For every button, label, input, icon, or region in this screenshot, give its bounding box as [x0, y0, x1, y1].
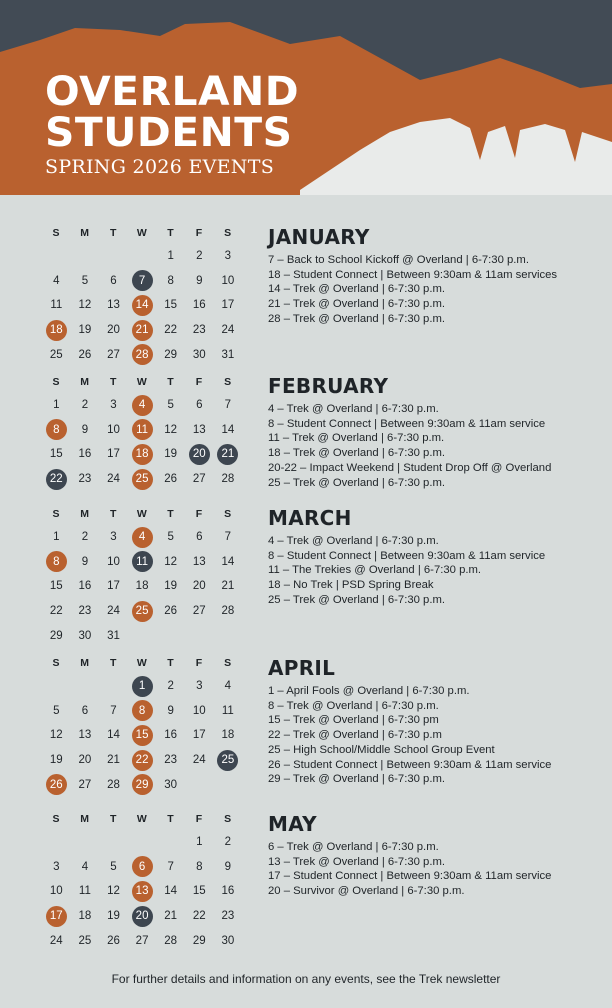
footer-note: For further details and information on any events, see the Trek newsletter [111, 972, 501, 986]
event-item: 15 – Trek @ Overland | 6-7:30 pm [268, 714, 439, 727]
day-cell-april-25: 25 [214, 748, 243, 773]
day-cell-april-5: 5 [53, 704, 60, 717]
weekday-label: M [80, 376, 90, 388]
day-cell-february-13: 13 [192, 423, 206, 436]
weekday-label: F [195, 227, 203, 239]
day-cell-january-27: 27 [107, 348, 120, 361]
events-february [268, 374, 598, 490]
title-line-2: STUDENTS [45, 110, 293, 156]
day-cell-march-27: 27 [192, 605, 206, 618]
day-cell-march-10: 10 [107, 555, 120, 568]
events-april [268, 656, 598, 787]
day-cell-january-17: 17 [221, 299, 235, 312]
day-cell-march-29: 29 [49, 629, 63, 642]
day-cell-january-28: 28 [128, 342, 157, 367]
day-cell-february-11: 11 [128, 418, 157, 443]
day-cell-february-19: 19 [164, 448, 178, 461]
event-item: 8 – Student Connect | Between 9:30am & 11am service [268, 417, 546, 430]
weekday-label: S [52, 657, 61, 669]
day-cell-march-17: 17 [107, 580, 120, 593]
weekday-label: W [136, 813, 148, 825]
day-cell-march-1: 1 [53, 531, 60, 544]
event-item: 29 – Trek @ Overland | 6-7:30 p.m. [268, 773, 446, 786]
day-cell-march-2: 2 [81, 531, 89, 544]
event-item: 13 – Trek @ Overland | 6-7:30 p.m. [268, 855, 446, 868]
day-cell-february-21: 21 [214, 442, 243, 467]
event-item: 8 – Trek @ Overland | 6-7:30 p.m. [268, 699, 439, 712]
weekday-label: S [52, 813, 61, 825]
day-cell-february-8: 8 [42, 418, 71, 443]
day-cell-march-31: 31 [107, 629, 120, 642]
day-cell-february-28: 28 [221, 473, 235, 486]
day-cell-february-15: 15 [49, 448, 63, 461]
day-cell-january-31: 31 [221, 348, 235, 361]
weekday-label: S [224, 376, 232, 388]
day-cell-january-26: 26 [78, 348, 92, 361]
calendar-march [42, 503, 242, 648]
event-item: 18 – Trek @ Overland | 6-7:30 p.m. [268, 447, 446, 460]
weekday-label: M [80, 227, 90, 239]
weekday-label: T [167, 376, 175, 388]
weekday-label: M [80, 657, 90, 669]
day-cell-april-1: 1 [128, 674, 157, 699]
day-cell-february-27: 27 [192, 473, 206, 486]
day-cell-march-11: 11 [128, 550, 157, 575]
day-cell-january-12: 12 [78, 299, 92, 312]
day-cell-march-6: 6 [196, 531, 203, 544]
event-item: 11 – Trek @ Overland | 6-7:30 p.m. [268, 432, 445, 445]
weekday-label: M [80, 508, 90, 520]
month-heading: APRIL [268, 656, 336, 680]
day-cell-march-16: 16 [78, 580, 92, 593]
weekday-label: T [110, 227, 117, 239]
day-cell-february-2: 2 [81, 399, 89, 412]
day-cell-march-24: 24 [107, 605, 120, 618]
day-cell-march-30: 30 [78, 629, 92, 642]
weekday-label: W [136, 227, 148, 239]
day-cell-february-20: 20 [185, 442, 214, 467]
weekday-label: S [52, 227, 61, 239]
day-cell-february-23: 23 [78, 473, 92, 486]
weekday-label: F [195, 813, 203, 825]
day-cell-march-28: 28 [221, 605, 235, 618]
empty-day-cell [71, 244, 100, 269]
day-cell-january-9: 9 [196, 274, 203, 287]
event-item: 21 – Trek @ Overland | 6-7:30 p.m. [268, 298, 446, 311]
event-item: 6 – Trek @ Overland | 6-7:30 p.m. [268, 841, 439, 853]
events-march [268, 506, 598, 608]
day-cell-january-21: 21 [128, 318, 157, 343]
event-item: 20 – Survivor @ Overland | 6-7:30 p.m. [268, 885, 465, 898]
day-cell-april-4: 4 [224, 680, 232, 693]
day-cell-april-21: 21 [107, 754, 120, 767]
day-cell-january-13: 13 [107, 299, 120, 312]
day-cell-may-30: 30 [221, 934, 235, 947]
day-cell-may-24: 24 [49, 934, 63, 947]
day-cell-may-13: 13 [128, 879, 157, 904]
calendar-january [42, 222, 242, 367]
day-cell-may-14: 14 [164, 885, 178, 898]
weekday-label: T [167, 227, 175, 239]
event-item: 22 – Trek @ Overland | 6-7:30 p.m [268, 729, 442, 742]
day-cell-march-4: 4 [128, 525, 157, 550]
weekday-label: S [52, 376, 61, 388]
day-cell-march-15: 15 [49, 580, 63, 593]
event-item: 25 – Trek @ Overland | 6-7:30 p.m. [268, 476, 446, 489]
weekday-label: T [167, 508, 175, 520]
day-cell-february-5: 5 [167, 399, 174, 412]
empty-day-cell [128, 830, 157, 855]
day-cell-january-14: 14 [128, 293, 157, 318]
day-cell-may-21: 21 [164, 910, 178, 923]
day-cell-may-27: 27 [135, 934, 149, 947]
day-cell-march-19: 19 [164, 580, 178, 593]
day-cell-april-27: 27 [78, 778, 92, 791]
empty-day-cell [42, 830, 71, 855]
day-cell-april-19: 19 [49, 754, 63, 767]
month-heading: FEBRUARY [268, 374, 389, 398]
day-cell-march-5: 5 [167, 531, 174, 544]
weekday-label: S [224, 227, 232, 239]
weekday-label: T [110, 813, 117, 825]
event-item: 7 – Back to School Kickoff @ Overland | 6-7:30 p.m. [268, 254, 529, 266]
title-line-1: OVERLAND [45, 69, 300, 115]
calendar-february [42, 371, 242, 491]
day-cell-april-30: 30 [164, 778, 178, 791]
day-cell-may-4: 4 [81, 860, 89, 873]
day-cell-march-7: 7 [224, 531, 232, 544]
weekday-label: M [80, 813, 90, 825]
weekday-label: S [224, 813, 232, 825]
weekday-label: W [136, 376, 148, 388]
day-cell-april-6: 6 [81, 704, 89, 717]
day-cell-april-16: 16 [164, 729, 178, 742]
weekday-label: F [195, 508, 203, 520]
day-cell-may-15: 15 [192, 885, 206, 898]
day-cell-april-26: 26 [42, 772, 71, 797]
day-cell-february-26: 26 [164, 473, 178, 486]
weekday-label: T [110, 657, 117, 669]
day-cell-may-1: 1 [196, 836, 203, 849]
day-cell-may-6: 6 [128, 855, 157, 880]
weekday-label: T [110, 376, 117, 388]
weekday-label: F [195, 376, 203, 388]
day-cell-january-20: 20 [107, 324, 120, 337]
day-cell-april-15: 15 [128, 723, 157, 748]
day-cell-april-24: 24 [192, 754, 206, 767]
day-cell-march-26: 26 [164, 605, 178, 618]
day-cell-january-25: 25 [49, 348, 63, 361]
day-cell-january-7: 7 [128, 269, 157, 294]
day-cell-january-23: 23 [192, 324, 206, 337]
day-cell-january-15: 15 [164, 299, 178, 312]
day-cell-april-20: 20 [78, 754, 92, 767]
day-cell-january-8: 8 [167, 274, 174, 287]
weekday-label: F [195, 657, 203, 669]
day-cell-may-2: 2 [224, 836, 232, 849]
day-cell-april-28: 28 [107, 778, 120, 791]
day-cell-february-22: 22 [42, 467, 71, 492]
day-cell-january-10: 10 [221, 274, 235, 287]
day-cell-may-23: 23 [221, 910, 235, 923]
day-cell-march-12: 12 [164, 555, 178, 568]
day-cell-april-14: 14 [107, 729, 120, 742]
empty-day-cell [99, 830, 128, 855]
day-cell-april-8: 8 [128, 699, 157, 724]
weekday-label: T [167, 813, 175, 825]
empty-day-cell [42, 674, 71, 699]
day-cell-april-10: 10 [192, 704, 206, 717]
day-cell-april-13: 13 [78, 729, 92, 742]
weekday-label: S [52, 508, 61, 520]
day-cell-may-17: 17 [42, 904, 71, 929]
day-cell-april-3: 3 [196, 680, 203, 693]
day-cell-february-12: 12 [164, 423, 178, 436]
day-cell-april-18: 18 [221, 729, 235, 742]
empty-day-cell [71, 674, 100, 699]
day-cell-may-16: 16 [221, 885, 235, 898]
day-cell-february-9: 9 [81, 423, 89, 436]
day-cell-may-5: 5 [110, 860, 117, 873]
event-item: 25 – Trek @ Overland | 6-7:30 p.m. [268, 593, 446, 606]
day-cell-april-11: 11 [221, 704, 234, 717]
events-january [268, 225, 598, 327]
day-cell-february-17: 17 [107, 448, 120, 461]
empty-day-cell [99, 244, 128, 269]
month-heading: MARCH [268, 506, 352, 530]
day-cell-may-7: 7 [167, 860, 174, 873]
event-item: 25 – High School/Middle School Group Event [268, 743, 495, 756]
day-cell-march-23: 23 [78, 605, 92, 618]
day-cell-may-28: 28 [164, 934, 178, 947]
day-cell-march-3: 3 [110, 531, 117, 544]
weekday-label: W [136, 657, 148, 669]
event-item: 4 – Trek @ Overland | 6-7:30 p.m. [268, 403, 439, 415]
day-cell-march-22: 22 [49, 605, 63, 618]
empty-day-cell [156, 830, 185, 855]
event-item: 14 – Trek @ Overland | 6-7:30 p.m. [268, 283, 446, 296]
day-cell-january-24: 24 [221, 324, 235, 337]
day-cell-april-17: 17 [192, 729, 206, 742]
day-cell-january-1: 1 [167, 250, 174, 263]
day-cell-january-5: 5 [81, 274, 89, 287]
day-cell-may-22: 22 [192, 910, 206, 923]
weekday-label: S [224, 508, 232, 520]
day-cell-may-12: 12 [107, 885, 120, 898]
day-cell-march-20: 20 [192, 580, 206, 593]
event-item: 8 – Student Connect | Between 9:30am & 11am service [268, 549, 546, 562]
day-cell-april-23: 23 [164, 754, 178, 767]
event-item: 20-22 – Impact Weekend | Student Drop Off @ Overland [268, 461, 552, 474]
day-cell-may-26: 26 [107, 934, 120, 947]
calendar-april [42, 652, 242, 797]
empty-day-cell [71, 830, 100, 855]
event-item: 17 – Student Connect | Between 9:30am & 11am service [268, 870, 552, 883]
day-cell-february-7: 7 [224, 399, 232, 412]
day-cell-february-1: 1 [53, 399, 60, 412]
events-may [268, 812, 598, 899]
weekday-label: T [167, 657, 175, 669]
day-cell-march-14: 14 [221, 555, 235, 568]
event-item: 1 – April Fools @ Overland | 6-7:30 p.m. [268, 685, 470, 697]
day-cell-february-3: 3 [110, 399, 117, 412]
day-cell-february-16: 16 [78, 448, 92, 461]
empty-day-cell [128, 244, 157, 269]
day-cell-may-3: 3 [53, 860, 60, 873]
weekday-label: S [224, 657, 232, 669]
month-heading: JANUARY [268, 225, 370, 249]
weekday-label: W [136, 508, 148, 520]
day-cell-february-10: 10 [107, 423, 120, 436]
day-cell-april-29: 29 [128, 772, 157, 797]
day-cell-may-8: 8 [196, 860, 203, 873]
day-cell-may-9: 9 [224, 860, 232, 873]
day-cell-april-9: 9 [167, 704, 174, 717]
day-cell-april-12: 12 [49, 729, 63, 742]
day-cell-february-6: 6 [196, 399, 203, 412]
day-cell-march-25: 25 [128, 599, 157, 624]
day-cell-may-11: 11 [78, 885, 91, 898]
day-cell-may-19: 19 [107, 910, 120, 923]
calendar-may [42, 808, 242, 953]
day-cell-april-7: 7 [110, 704, 117, 717]
event-item: 4 – Trek @ Overland | 6-7:30 p.m. [268, 535, 439, 547]
day-cell-march-9: 9 [81, 555, 89, 568]
day-cell-may-29: 29 [192, 934, 206, 947]
day-cell-may-10: 10 [49, 885, 63, 898]
weekday-label: T [110, 508, 117, 520]
day-cell-february-4: 4 [128, 393, 157, 418]
day-cell-march-18: 18 [135, 580, 149, 593]
day-cell-april-22: 22 [128, 748, 157, 773]
day-cell-january-4: 4 [53, 274, 60, 287]
day-cell-may-18: 18 [78, 910, 92, 923]
empty-day-cell [99, 674, 128, 699]
day-cell-february-24: 24 [107, 473, 120, 486]
event-item: 11 – The Trekies @ Overland | 6-7:30 p.m. [268, 564, 482, 577]
event-item: 26 – Student Connect | Between 9:30am & 11am service [268, 758, 552, 771]
day-cell-february-14: 14 [221, 423, 235, 436]
day-cell-may-20: 20 [128, 904, 157, 929]
empty-day-cell [42, 244, 71, 269]
day-cell-january-29: 29 [164, 348, 178, 361]
day-cell-march-8: 8 [42, 550, 71, 575]
day-cell-february-25: 25 [128, 467, 157, 492]
day-cell-march-13: 13 [192, 555, 206, 568]
subtitle: SPRING 2026 EVENTS [45, 156, 275, 178]
day-cell-january-6: 6 [110, 274, 117, 287]
day-cell-march-21: 21 [221, 580, 235, 593]
day-cell-april-2: 2 [167, 680, 174, 693]
day-cell-january-18: 18 [42, 318, 71, 343]
day-cell-january-11: 11 [50, 299, 63, 312]
event-item: 28 – Trek @ Overland | 6-7:30 p.m. [268, 312, 446, 325]
day-cell-january-3: 3 [224, 250, 232, 263]
month-heading: MAY [268, 812, 317, 836]
event-item: 18 – Student Connect | Between 9:30am & 11am services [268, 268, 558, 281]
day-cell-january-16: 16 [192, 299, 206, 312]
day-cell-january-22: 22 [164, 324, 178, 337]
event-item: 18 – No Trek | PSD Spring Break [268, 579, 434, 592]
day-cell-may-25: 25 [78, 934, 92, 947]
day-cell-january-2: 2 [196, 250, 203, 263]
day-cell-january-30: 30 [192, 348, 206, 361]
day-cell-february-18: 18 [128, 442, 157, 467]
day-cell-january-19: 19 [78, 324, 92, 337]
